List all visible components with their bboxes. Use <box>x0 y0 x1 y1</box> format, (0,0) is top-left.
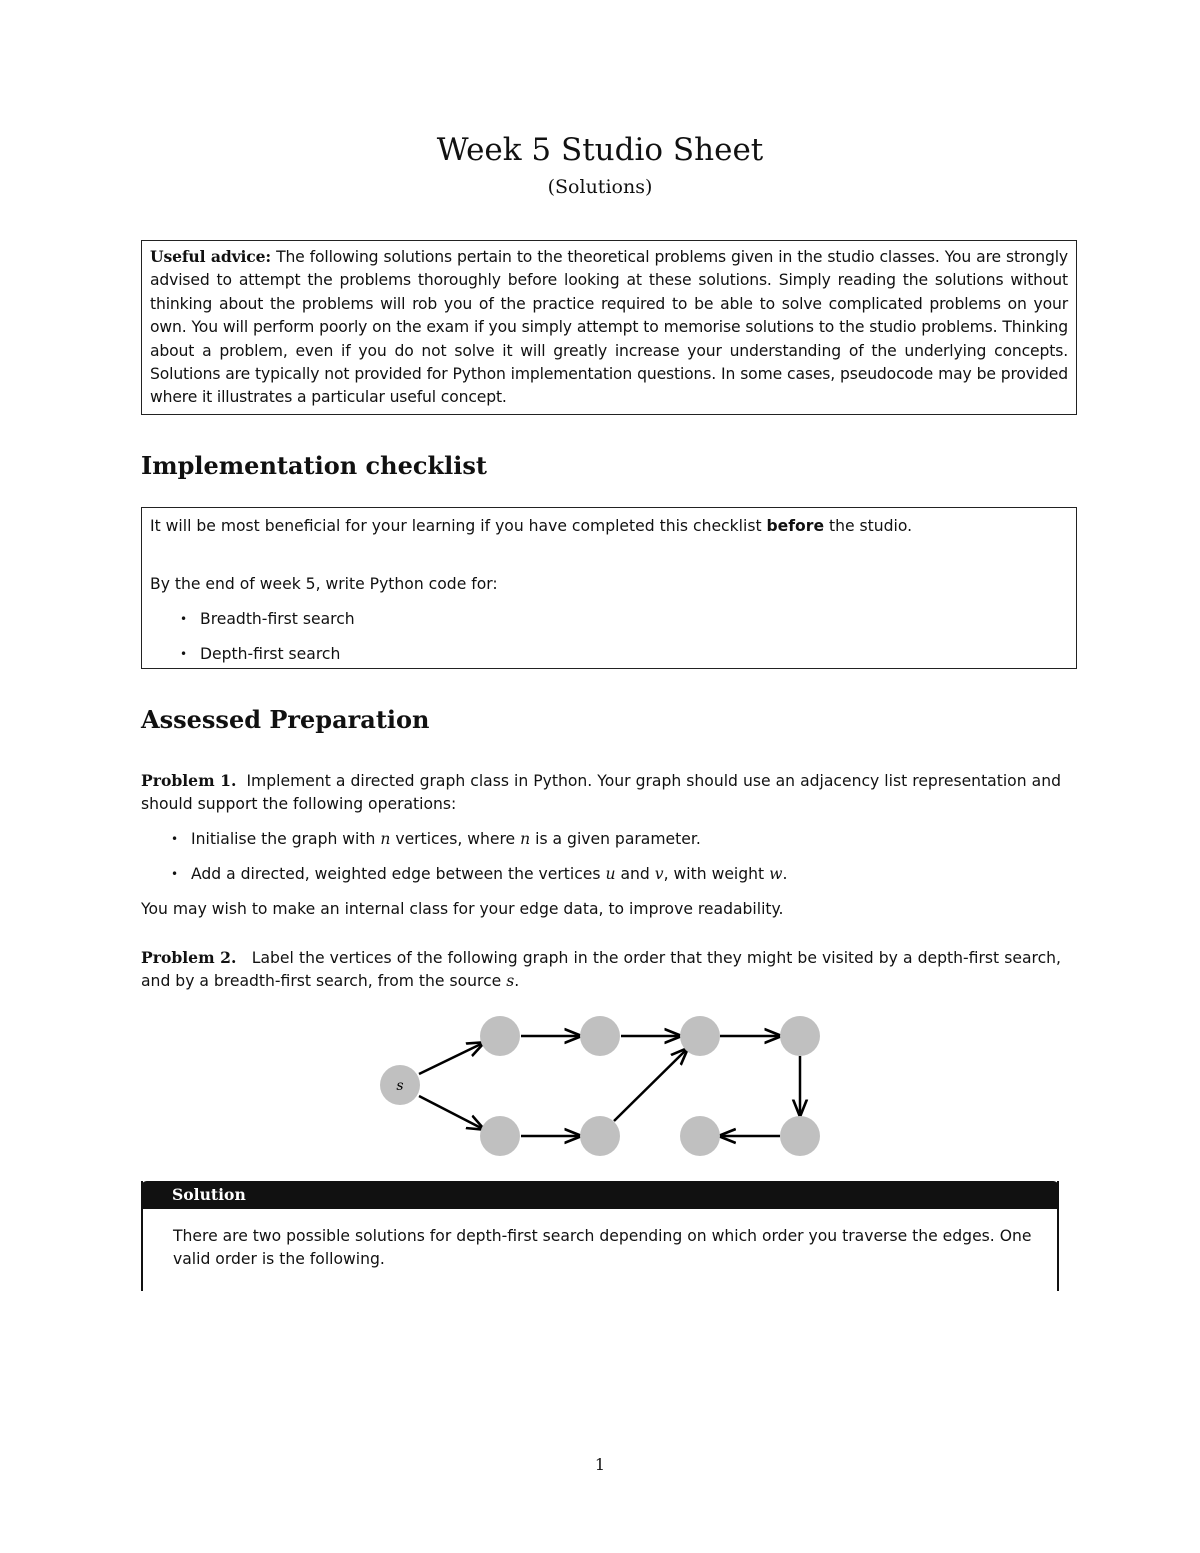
var-s: s <box>506 972 515 990</box>
graph-node <box>480 1116 520 1156</box>
advice-paragraph <box>150 245 1068 410</box>
solution-label: Solution <box>172 1185 246 1204</box>
graph-node <box>680 1016 720 1056</box>
var-u: u <box>605 865 616 883</box>
p1b2-b: and <box>615 865 655 883</box>
checklist-intro-before: It will be most beneficial for your learning if you have completed this checklist <box>150 517 767 535</box>
edge-s-bot1 <box>419 1096 483 1129</box>
problem-2-label: Problem 2. <box>141 948 237 967</box>
problem-1-label: Problem 1. <box>141 771 237 790</box>
page-subtitle: (Solutions) <box>547 176 653 198</box>
p1b1-b: vertices, where <box>390 830 521 848</box>
advice-text: The following solutions pertain to the theoretical problems given in the studio classes. You are strongly advised to attempt the problems thoroughly before looking at these solutions. Simply reading the solutions without thinking about the problems will rob you of the practice required to be able to solve complicated problems on your own. You will perform poorly on the exam if you simply attempt to memorise solutions to the studio problems. Thinking about a problem, even if you do not solve it will greatly increase your understanding of the underlying concepts. Solutions are typically not provided for Python implementation questions. In some cases, pseudocode may be provided where it illustrates a particular useful concept. <box>150 248 1068 407</box>
edge-bot2-top3 <box>614 1049 687 1121</box>
problem-2 <box>141 946 1061 993</box>
advice-box <box>141 240 1077 415</box>
checklist-intro-bold: before <box>766 517 825 535</box>
p1b1-a: Initialise the graph with <box>191 830 381 848</box>
p1b2-a: Add a directed, weighted edge between the vertices <box>191 865 606 883</box>
page-title: Week 5 Studio Sheet <box>436 132 764 168</box>
var-n: n <box>380 830 391 848</box>
p1b1-c: is a given parameter. <box>530 830 701 848</box>
graph-source-label: s <box>396 1078 404 1094</box>
checklist-heading: Implementation checklist <box>141 451 487 480</box>
checklist-box <box>141 507 1077 669</box>
checklist-intro <box>150 515 1068 538</box>
problem-1-text <box>141 769 1061 816</box>
checklist-intro-after: the studio. <box>824 517 913 535</box>
problem-2-text <box>141 946 1061 993</box>
advice-label: Useful advice: <box>150 247 272 266</box>
problem-1-body: Implement a directed graph class in Python. Your graph should use an adjacency list representation and should support the following operations: <box>141 772 1061 813</box>
graph-node <box>580 1116 620 1156</box>
graph-node <box>780 1016 820 1056</box>
checklist-item-bfs: • Breadth-first search <box>180 608 1068 631</box>
problem-1-list <box>171 828 1061 886</box>
var-v: v <box>654 865 664 883</box>
problem-1-bullet-1 <box>171 828 1061 851</box>
graph-node <box>680 1116 720 1156</box>
graph-node <box>480 1016 520 1056</box>
solution-box <box>141 1181 1059 1291</box>
var-w: w <box>769 865 783 883</box>
graph-node <box>780 1116 820 1156</box>
edge-s-top1 <box>419 1043 483 1074</box>
assessed-heading: Assessed Preparation <box>141 705 430 734</box>
page-number: 1 <box>594 1455 606 1474</box>
checklist-list <box>180 608 1068 666</box>
p1b2-d: . <box>782 865 788 883</box>
graph-node <box>580 1016 620 1056</box>
var-n: n <box>520 830 531 848</box>
problem-2-end: . <box>514 972 520 990</box>
p1b2-c: , with weight <box>663 865 770 883</box>
problem-2-body: Label the vertices of the following graph in the order that they might be visited by a depth-first search, and by a breadth-first search, from the source <box>141 949 1061 990</box>
checklist-item-dfs: • Depth-first search <box>180 643 1068 666</box>
solution-text: There are two possible solutions for depth-first search depending on which order you traverse the edges. One valid order is the following. <box>173 1227 1032 1268</box>
solution-header <box>141 1181 1059 1209</box>
graph-diagram <box>370 1005 840 1167</box>
checklist-lead: By the end of week 5, write Python code for: <box>150 575 498 593</box>
problem-1-note: You may wish to make an internal class for your edge data, to improve readability. <box>141 900 784 918</box>
problem-1-bullet-2 <box>171 863 1061 886</box>
problem-1 <box>141 769 1061 921</box>
